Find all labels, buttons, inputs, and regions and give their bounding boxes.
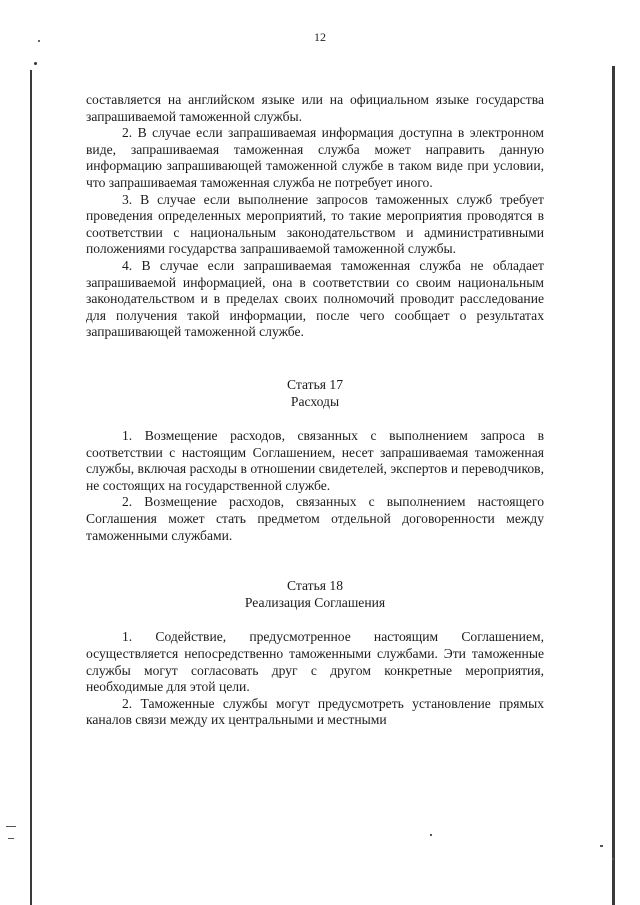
scan-speck [38, 40, 40, 42]
article-18-paragraph-2: 2. Таможенные службы могут предусмотреть установление прямых каналов связи между их центральными и местными [86, 695, 544, 728]
scan-speck [612, 858, 614, 860]
paragraph-item-4: 4. В случае если запрашиваемая таможенная служба не обладает запрашиваемой информацией, она в соответствии со своим национальным законодательством и в пределах своих полномочий проводит расследование для получения такой информации, после чего сообщает о результатах запрашивающей таможенной службе. [86, 257, 544, 340]
left-page-border [30, 70, 32, 905]
article-18-title: Реализация Соглашения [244, 594, 386, 610]
scan-speck [8, 838, 14, 839]
paragraph-item-3: 3. В случае если выполнение запросов таможенных служб требует проведения определенных мероприятий, то такие мероприятия проводятся в соответствии с национальным законодательством и административными положениями государства запрашиваемой таможенной службы. [86, 191, 544, 257]
article-17-number: Статья 17 [286, 376, 344, 392]
scan-speck [34, 62, 37, 65]
article-17-paragraph-2: 2. Возмещение расходов, связанных с выполнением настоящего Соглашения может стать предметом отдельной договоренности между таможенными службами. [86, 494, 544, 543]
paragraph-item-2: 2. В случае если запрашиваемая информация доступна в электронном виде, запрашиваемая таможенная служба может направить данную информацию запрашивающей таможенной службе в таком виде при условии, что запрашиваемая таможенная служба не потребует иного. [86, 125, 544, 190]
paragraph-continuation: составляется на английском языке или на официальном языке государства запрашиваемой таможенной службы. [86, 92, 544, 124]
article-17-paragraph-1: 1. Возмещение расходов, связанных с выполнением запроса в соответствии с настоящим Соглашением, несет запрашиваемая таможенная службы, включая расходы в отношении свидетелей, экспертов и переводчиков, не состоящих на государственной службе. [86, 428, 544, 493]
document-body [86, 92, 544, 729]
article-18-number: Статья 18 [286, 578, 344, 594]
right-page-border [612, 66, 615, 905]
article-18-paragraph-1: 1. Содействие, предусмотренное настоящим Соглашением, осуществляется непосредственно таможенными службами. Эти таможенные службы могут согласовать друг с другом конкретные мероприятия, необходимые для этой цели. [86, 629, 544, 695]
page-number: 12 [314, 30, 326, 44]
scan-speck [600, 845, 603, 847]
article-17-title: Расходы [290, 393, 340, 409]
scan-speck [430, 834, 432, 836]
scan-speck [6, 826, 16, 827]
